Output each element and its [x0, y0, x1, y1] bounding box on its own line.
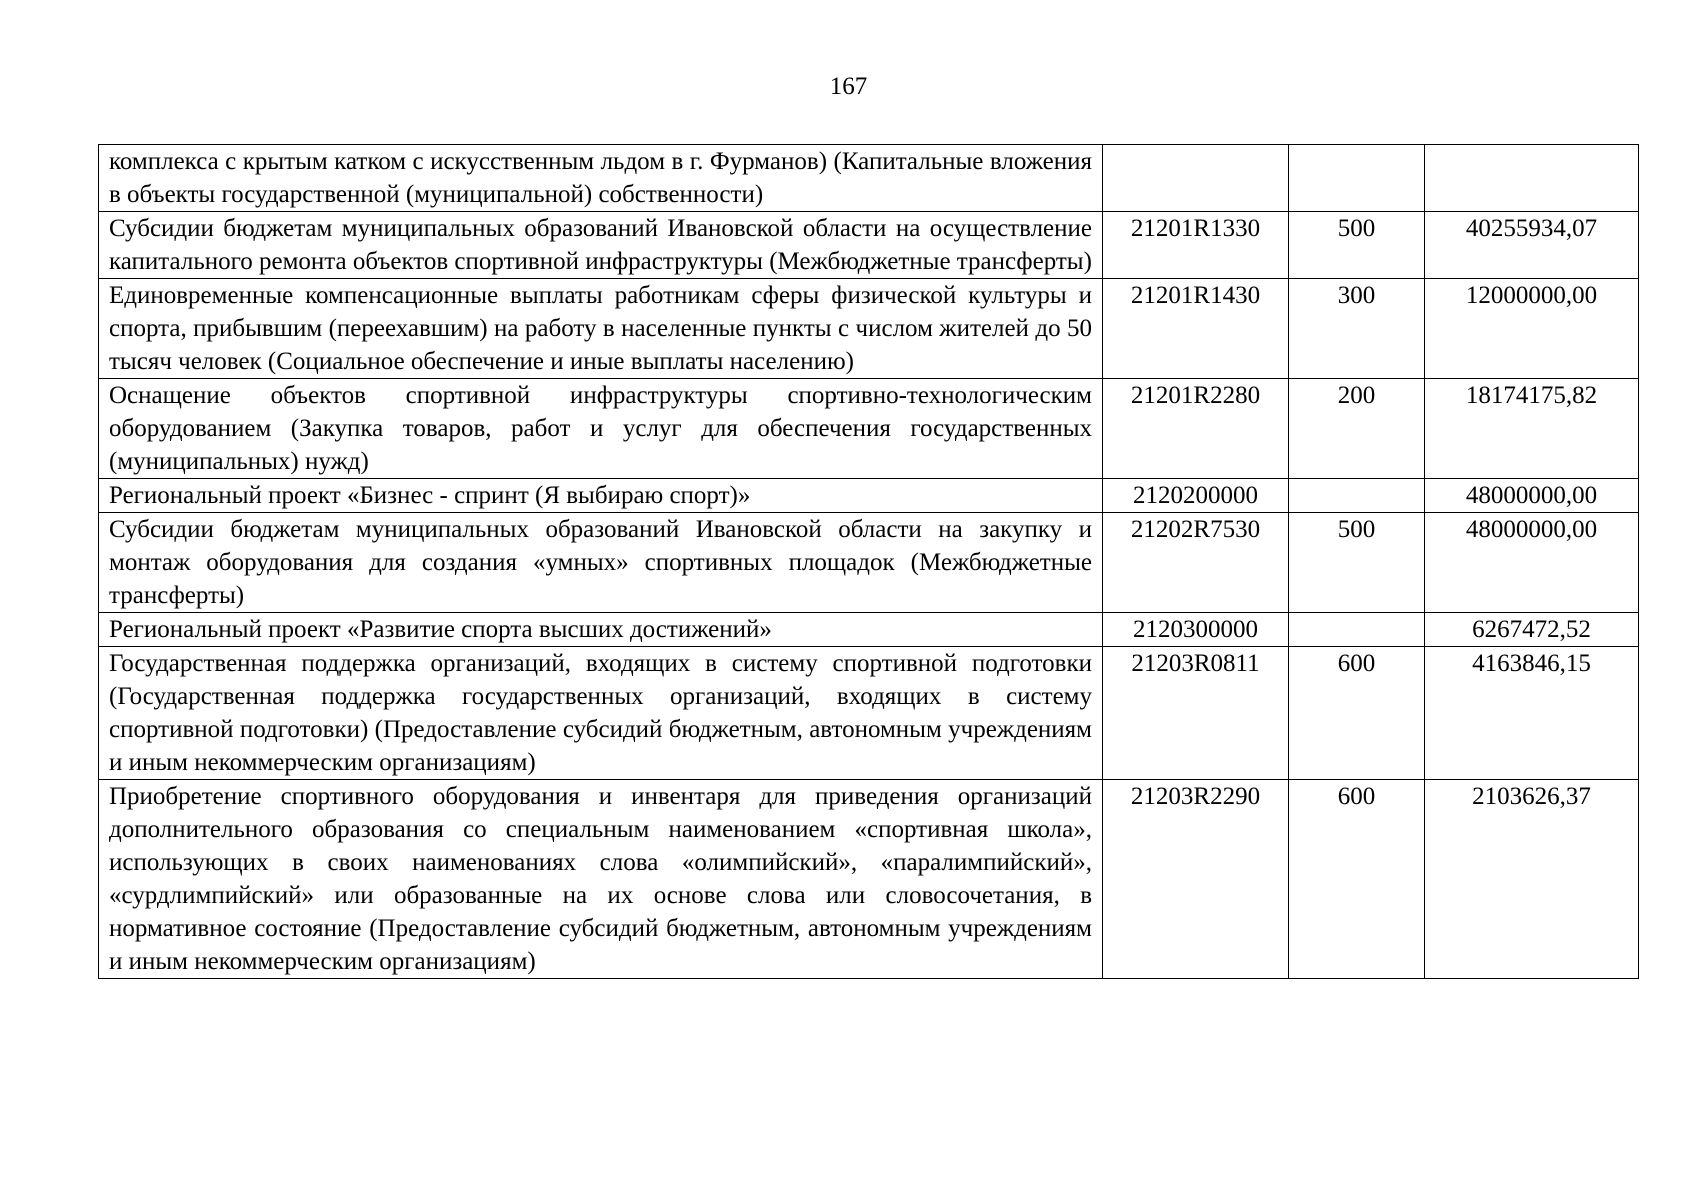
table-row — [99, 613, 1639, 647]
budget-table — [98, 144, 1639, 979]
expense-type-code: 300 — [1289, 279, 1425, 379]
table-row — [99, 145, 1639, 212]
target-article-code — [1103, 145, 1289, 212]
amount — [1425, 145, 1639, 212]
expense-type-code — [1289, 145, 1425, 212]
expense-name: Приобретение спортивного оборудования и инвентаря для приведения организаций дополнительного образования со специальным наименованием «спортивная школа», использующих в своих наименованиях слова «олимпийский», «паралимпийский», «сурдлимпийский» или образованные на их основе слова или словосочетания, в нормативное состояние (Предоставление субсидий бюджетным, автономным учреждениям и иным некоммерческим организациям) — [99, 780, 1103, 979]
target-article-code: 2120300000 — [1103, 613, 1289, 647]
target-article-code: 2120200000 — [1103, 479, 1289, 513]
table-row — [99, 513, 1639, 613]
amount: 48000000,00 — [1425, 479, 1639, 513]
expense-name: Региональный проект «Бизнес - спринт (Я выбираю спорт)» — [99, 479, 1103, 513]
expense-name: Региональный проект «Развитие спорта высших достижений» — [99, 613, 1103, 647]
table-row — [99, 647, 1639, 780]
target-article-code: 21201R2280 — [1103, 379, 1289, 479]
expense-name: Единовременные компенсационные выплаты работникам сферы физической культуры и спорта, прибывшим (переехавшим) на работу в населенные пункты с числом жителей до 50 тысяч человек (Социальное обеспечение и иные выплаты населению) — [99, 279, 1103, 379]
amount: 48000000,00 — [1425, 513, 1639, 613]
table-row — [99, 479, 1639, 513]
expense-type-code: 200 — [1289, 379, 1425, 479]
expense-name: комплекса с крытым катком с искусственным льдом в г. Фурманов) (Капитальные вложения в объекты государственной (муниципальной) собственности) — [99, 145, 1103, 212]
table-row — [99, 279, 1639, 379]
expense-name: Оснащение объектов спортивной инфраструктуры спортивно-технологическим оборудованием (Закупка товаров, работ и услуг для обеспечения государственных (муниципальных) нужд) — [99, 379, 1103, 479]
expense-type-code: 600 — [1289, 780, 1425, 979]
expense-type-code — [1289, 613, 1425, 647]
amount: 2103626,37 — [1425, 780, 1639, 979]
amount: 4163846,15 — [1425, 647, 1639, 780]
target-article-code: 21201R1430 — [1103, 279, 1289, 379]
amount: 18174175,82 — [1425, 379, 1639, 479]
table-row — [99, 212, 1639, 279]
expense-name: Субсидии бюджетам муниципальных образований Ивановской области на закупку и монтаж оборудования для создания «умных» спортивных площадок (Межбюджетные трансферты) — [99, 513, 1103, 613]
target-article-code: 21203R2290 — [1103, 780, 1289, 979]
amount: 40255934,07 — [1425, 212, 1639, 279]
page-number: 167 — [829, 73, 868, 100]
expense-type-code: 500 — [1289, 513, 1425, 613]
target-article-code: 21202R7530 — [1103, 513, 1289, 613]
expense-name: Государственная поддержка организаций, входящих в систему спортивной подготовки (Государственная поддержка государственных организаций, входящих в систему спортивной подготовки) (Предоставление субсидий бюджетным, автономным учреждениям и иным некоммерческим организациям) — [99, 647, 1103, 780]
expense-name: Субсидии бюджетам муниципальных образований Ивановской области на осуществление капитального ремонта объектов спортивной инфраструктуры (Межбюджетные трансферты) — [99, 212, 1103, 279]
target-article-code: 21201R1330 — [1103, 212, 1289, 279]
expense-type-code: 600 — [1289, 647, 1425, 780]
expense-type-code: 500 — [1289, 212, 1425, 279]
table-row — [99, 379, 1639, 479]
amount: 6267472,52 — [1425, 613, 1639, 647]
target-article-code: 21203R0811 — [1103, 647, 1289, 780]
table-row — [99, 780, 1639, 979]
amount: 12000000,00 — [1425, 279, 1639, 379]
expense-type-code — [1289, 479, 1425, 513]
